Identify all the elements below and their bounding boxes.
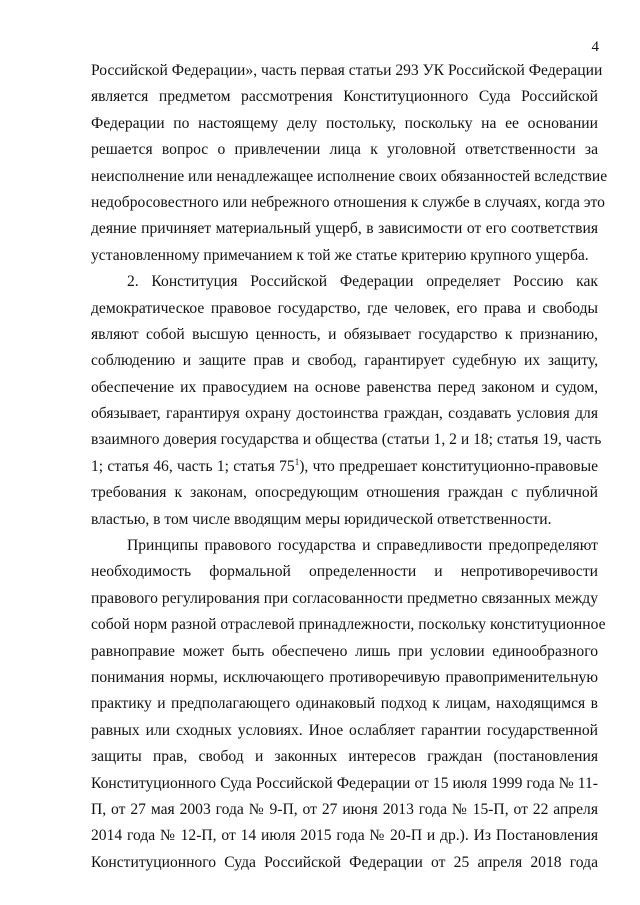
text-line: соблюдению и защите прав и свобод, гарантирует судебную их защиту, — [91, 352, 598, 370]
text-line: равноправие может быть обеспечено лишь при условии единообразного — [91, 642, 598, 660]
text-line: неисполнение или ненадлежащее исполнение своих обязанностей вследствие — [91, 167, 608, 185]
text-line: Российской Федерации», часть первая статьи 293 УК Российской Федерации — [91, 62, 603, 79]
body-text — [91, 58, 608, 876]
text-line: Федерации по настоящему делу постольку, поскольку на ее основании — [91, 114, 598, 132]
text-line — [91, 454, 598, 480]
text-line: Конституционного Суда Российской Федерации от 25 апреля 2018 года — [91, 853, 598, 871]
text-segment: 1; статья 46, часть 1; статья 75 — [91, 457, 295, 475]
text-line: Конституционного Суда Российской Федерации от 15 июля 1999 года № 11- — [91, 774, 598, 792]
text-line: практику и предполагающего одинаковый подход к лицам, находящимся в — [91, 695, 598, 713]
text-line: властью, в том числе вводящим меры юридической ответственности. — [91, 510, 552, 528]
text-line: демократическое правовое государство, где человек, его права и свободы — [91, 299, 598, 317]
text-line: является предметом рассмотрения Конституционного Суда Российской — [91, 88, 598, 106]
text-line: требования к законам, опосредующим отношения граждан с публичной — [91, 484, 598, 502]
text-line: собой норм разной отраслевой принадлежности, поскольку конституционное — [91, 616, 606, 634]
text-line: деяние причиняет материальный ущерб, в зависимости от его соответствия — [91, 220, 598, 238]
text-line: защиты прав, свобод и законных интересов граждан (постановления — [91, 748, 598, 766]
text-segment: ), что предрешает конституционно-правовые — [299, 457, 598, 475]
text-line: являют собой высшую ценность, и обязывает государство к признанию, — [91, 325, 598, 343]
text-line: П, от 27 мая 2003 года № 9-П, от 27 июня 2013 года № 15-П, от 22 апреля — [91, 800, 598, 818]
text-line: необходимость формальной определенности и непротиворечивости — [91, 563, 598, 581]
text-line: правового регулирования при согласованности предметно связанных между — [91, 589, 598, 607]
text-line: равных или сходных условиях. Иное ослабляет гарантии государственной — [91, 721, 598, 739]
text-line: обязывает, гарантируя охрану достоинства граждан, создавать условия для — [91, 405, 598, 423]
text-line: обеспечение их правосудием на основе равенства перед законом и судом, — [91, 378, 598, 396]
superscript: 1 — [294, 456, 300, 467]
text-line: установленному примечанием к той же статье критерию крупного ущерба. — [91, 246, 589, 264]
text-line: Принципы правового государства и справедливости предопределяют — [127, 537, 598, 555]
text-line: недобросовестного или небрежного отношения к службе в случаях, когда это — [91, 193, 605, 211]
text-line: 2014 года № 12-П, от 14 июля 2015 года № 20-П и др.). Из Постановления — [91, 827, 598, 845]
text-line: понимания нормы, исключающего противоречивую правоприменительную — [91, 668, 598, 686]
page-number: 4 — [591, 39, 599, 55]
text-line: 2. Конституция Российской Федерации определяет Россию как — [127, 273, 598, 291]
text-line: взаимного доверия государства и общества (статьи 1, 2 и 18; статья 19, часть — [91, 431, 602, 449]
text-line: решается вопрос о привлечении лица к уголовной ответственности за — [91, 141, 598, 159]
